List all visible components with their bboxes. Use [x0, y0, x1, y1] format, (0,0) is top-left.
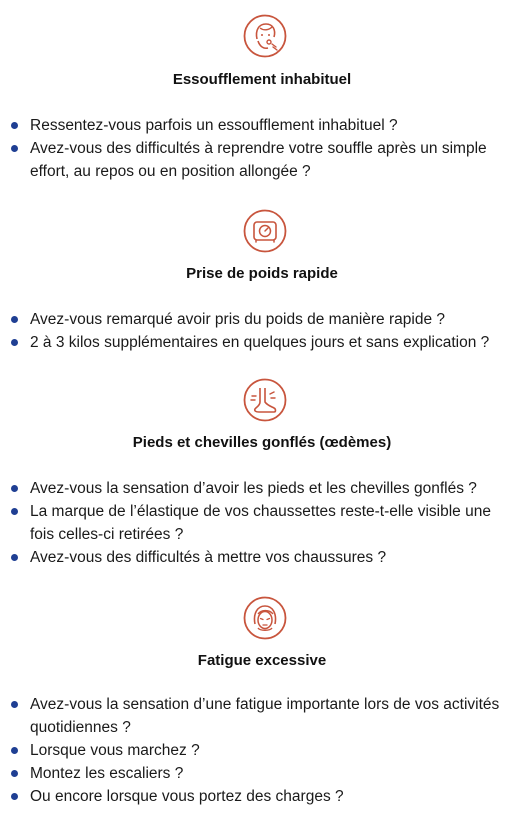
section-title: Prise de poids rapide	[186, 265, 338, 282]
list-item: Avez-vous des difficultés à reprendre votre souffle après un simple effort, au repos ou en position allongée ?	[0, 137, 524, 183]
section-title: Fatigue excessive	[197, 652, 327, 669]
symptom-list	[0, 693, 524, 808]
symptom-list	[0, 114, 524, 183]
list-item: Avez-vous remarqué avoir pris du poids de manière rapide ?	[0, 308, 524, 331]
list-item: Montez les escaliers ?	[0, 762, 524, 785]
symptom-list	[0, 477, 524, 569]
weight-scale-icon	[243, 209, 287, 253]
list-item: Avez-vous la sensation d’avoir les pieds et les chevilles gonflés ?	[0, 477, 524, 500]
list-item: Ou encore lorsque vous portez des charges ?	[0, 785, 524, 808]
list-item: Lorsque vous marchez ?	[0, 739, 524, 762]
list-item: Avez-vous des difficultés à mettre vos chaussures ?	[0, 546, 524, 569]
section-title: Pieds et chevilles gonflés (œdèmes)	[132, 434, 392, 451]
list-item: Avez-vous la sensation d’une fatigue importante lors de vos activités quotidiennes ?	[0, 693, 524, 739]
shortness-of-breath-icon	[243, 14, 287, 58]
tired-face-icon	[243, 596, 287, 640]
symptom-list	[0, 308, 524, 354]
list-item: Ressentez-vous parfois un essoufflement inhabituel ?	[0, 114, 524, 137]
section-title: Essoufflement inhabituel	[172, 71, 352, 88]
list-item: La marque de l’élastique de vos chaussettes reste-t-elle visible une fois celles-ci retirées ?	[0, 500, 524, 546]
list-item: 2 à 3 kilos supplémentaires en quelques jours et sans explication ?	[0, 331, 524, 354]
swollen-foot-icon	[243, 378, 287, 422]
